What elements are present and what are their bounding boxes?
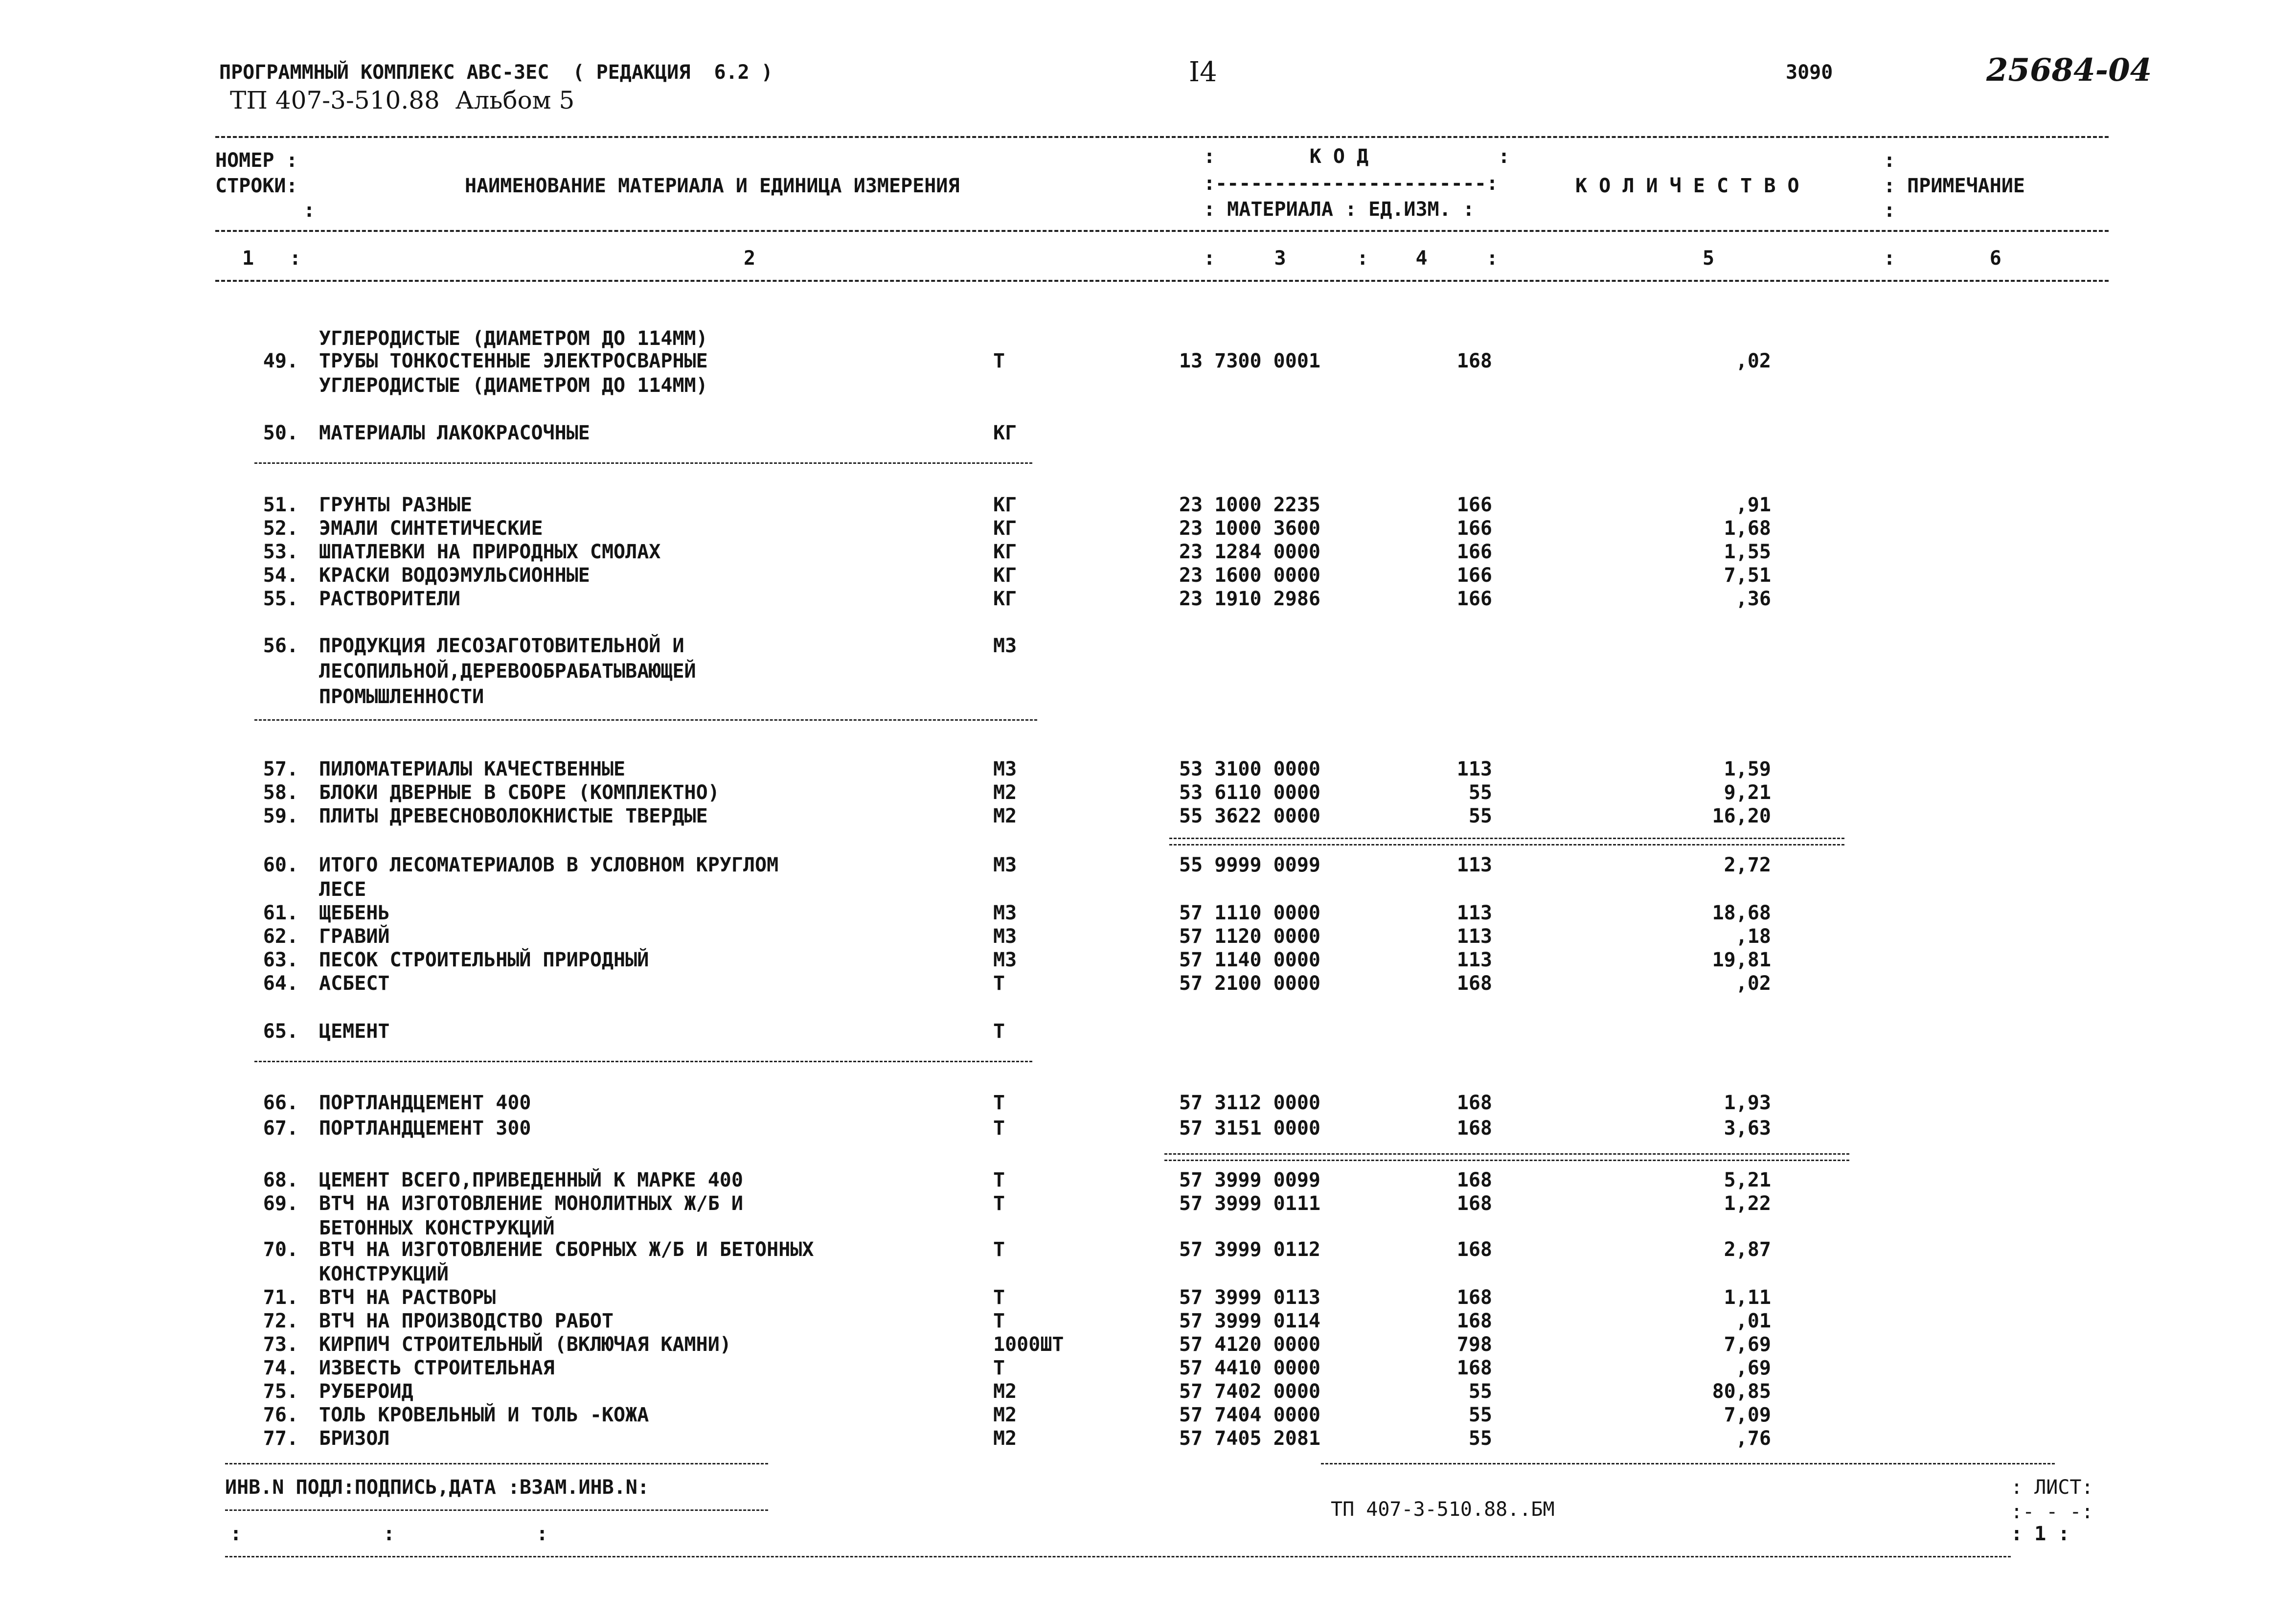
material-name: ПРОМЫШЛЕННОСТИ: [319, 685, 484, 708]
material-code: 57 3112 0000: [1179, 1092, 1320, 1114]
note-column-header: : ПРИМЕЧАНИЕ: [1884, 175, 2025, 197]
quantity-value: ,18: [1735, 925, 1771, 948]
row-number: 63.: [263, 949, 298, 971]
quantity-value: ,91: [1735, 494, 1771, 516]
stamp-middle-rule: [225, 1509, 768, 1511]
material-name: ЦЕМЕНТ ВСЕГО,ПРИВЕДЕННЫЙ К МАРКЕ 400: [319, 1169, 743, 1191]
unit-code: 55: [1468, 805, 1492, 827]
total-separator-cement: [1164, 1153, 1849, 1161]
unit-code: 168: [1456, 1357, 1492, 1379]
material-code: 23 1600 0000: [1179, 564, 1320, 587]
unit-of-measure: Т: [993, 1286, 1005, 1309]
unit-of-measure: Т: [993, 1238, 1005, 1261]
unit-code: 168: [1456, 1192, 1492, 1215]
row-number: 56.: [263, 635, 298, 657]
row-number: 65.: [263, 1020, 298, 1043]
quantity-value: 1,68: [1724, 517, 1771, 540]
stamp-values: : : :: [230, 1523, 548, 1545]
unit-of-measure: М2: [993, 805, 1017, 827]
material-code: 57 4410 0000: [1179, 1357, 1320, 1379]
column-number-3-4: : 3 : 4 :: [1204, 247, 1499, 270]
material-name: УГЛЕРОДИСТЫЕ (ДИАМЕТРОМ ДО 114ММ): [319, 374, 708, 397]
row-number: 49.: [263, 350, 298, 372]
material-name: ПРОДУКЦИЯ ЛЕСОЗАГОТОВИТЕЛЬНОЙ И: [319, 635, 684, 657]
unit-code: 166: [1456, 564, 1492, 587]
quantity-value: 1,59: [1724, 758, 1771, 780]
sheet-label: : ЛИСТ:: [2011, 1476, 2093, 1499]
unit-of-measure: КГ: [993, 517, 1017, 540]
section-underline-cement: [254, 1061, 1032, 1062]
row-number: 69.: [263, 1192, 298, 1215]
material-name: КРАСКИ ВОДОЭМУЛЬСИОННЫЕ: [319, 564, 590, 587]
material-code: 23 1000 2235: [1179, 494, 1320, 516]
unit-of-measure: Т: [993, 1310, 1005, 1332]
row-number: 70.: [263, 1238, 298, 1261]
unit-of-measure: КГ: [993, 564, 1017, 587]
unit-of-measure: КГ: [993, 541, 1017, 563]
sheet-number: : 1 :: [2011, 1523, 2070, 1545]
row-number: 54.: [263, 564, 298, 587]
total-separator-timber: [1169, 838, 1844, 845]
material-name: ЛЕСЕ: [319, 878, 366, 901]
material-name: ТРУБЫ ТОНКОСТЕННЫЕ ЭЛЕКТРОСВАРНЫЕ: [319, 350, 708, 372]
material-code: 57 7404 0000: [1179, 1404, 1320, 1426]
material-name: ВТЧ НА РАСТВОРЫ: [319, 1286, 496, 1309]
material-name: РАСТВОРИТЕЛИ: [319, 588, 460, 610]
unit-of-measure: М2: [993, 781, 1017, 804]
material-code: 13 7300 0001: [1179, 350, 1320, 372]
material-name: ВТЧ НА ИЗГОТОВЛЕНИЕ МОНОЛИТНЫХ Ж/Б И: [319, 1192, 743, 1215]
material-name: ВТЧ НА ПРОИЗВОДСТВО РАБОТ: [319, 1310, 614, 1332]
material-name: КОНСТРУКЦИЙ: [319, 1263, 449, 1285]
quantity-value: 7,51: [1724, 564, 1771, 587]
material-code: 57 7405 2081: [1179, 1427, 1320, 1450]
material-name: ВТЧ НА ИЗГОТОВЛЕНИЕ СБОРНЫХ Ж/Б И БЕТОННЫХ: [319, 1238, 814, 1261]
unit-code: 55: [1468, 1404, 1492, 1426]
code-header-top: : К О Д :: [1204, 145, 1510, 168]
unit-of-measure: Т: [993, 1117, 1005, 1140]
material-code: 55 3622 0000: [1179, 805, 1320, 827]
unit-code: 798: [1456, 1333, 1492, 1356]
row-number: 60.: [263, 854, 298, 876]
material-code: 57 2100 0000: [1179, 972, 1320, 995]
unit-of-measure: Т: [993, 1357, 1005, 1379]
material-code: 57 1120 0000: [1179, 925, 1320, 948]
unit-of-measure: Т: [993, 1092, 1005, 1114]
column-number-6: : 6: [1884, 247, 2001, 270]
material-code: 57 3151 0000: [1179, 1117, 1320, 1140]
unit-of-measure: КГ: [993, 494, 1017, 516]
quantity-value: 7,09: [1724, 1404, 1771, 1426]
unit-of-measure: М3: [993, 635, 1017, 657]
code-number: 3090: [1786, 61, 1833, 84]
material-name: ШПАТЛЕВКИ НА ПРИРОДНЫХ СМОЛАХ: [319, 541, 661, 563]
page-number: I4: [1189, 56, 1217, 88]
unit-code: 55: [1468, 1427, 1492, 1450]
note-header-3: :: [1884, 199, 1896, 222]
section-underline-timber: [254, 719, 1037, 721]
material-name: ГРАВИЙ: [319, 925, 390, 948]
program-title: ПРОГРАММНЫЙ КОМПЛЕКС АВС-ЗЕС ( РЕДАКЦИЯ 6.2 ): [219, 61, 773, 84]
unit-of-measure: Т: [993, 350, 1005, 372]
quantity-value: 1,22: [1724, 1192, 1771, 1215]
code-header-bottom: : МАТЕРИАЛА : ЕД.ИЗМ. :: [1204, 198, 1475, 221]
unit-of-measure: 1000ШТ: [993, 1333, 1064, 1356]
quantity-value: 19,81: [1712, 949, 1771, 971]
unit-code: 55: [1468, 1380, 1492, 1403]
material-code: 23 1910 2986: [1179, 588, 1320, 610]
column-number-2: 2: [744, 247, 756, 270]
material-name: ЛЕСОПИЛЬНОЙ,ДЕРЕВООБРАБАТЫВАЮЩЕЙ: [319, 660, 696, 683]
material-name: ИТОГО ЛЕСОМАТЕРИАЛОВ В УСЛОВНОМ КРУГЛОМ: [319, 854, 779, 876]
quantity-value: 5,21: [1724, 1169, 1771, 1191]
quantity-value: ,02: [1735, 972, 1771, 995]
unit-of-measure: М2: [993, 1380, 1017, 1403]
row-number: 50.: [263, 422, 298, 444]
row-number: 76.: [263, 1404, 298, 1426]
unit-of-measure: М3: [993, 925, 1017, 948]
title-block-document-code: ТП 407-3-510.88..БМ: [1331, 1498, 1555, 1521]
material-code: 57 4120 0000: [1179, 1333, 1320, 1356]
row-number: 62.: [263, 925, 298, 948]
quantity-value: 1,55: [1724, 541, 1771, 563]
header-top-rule: [215, 136, 2109, 138]
material-code: 57 1140 0000: [1179, 949, 1320, 971]
material-code: 57 1110 0000: [1179, 902, 1320, 924]
row-number: 77.: [263, 1427, 298, 1450]
material-code: 57 7402 0000: [1179, 1380, 1320, 1403]
code-header-divider: :-----------------------:: [1204, 172, 1499, 195]
unit-code: 166: [1456, 588, 1492, 610]
material-name: БРИЗОЛ: [319, 1427, 390, 1450]
unit-of-measure: М3: [993, 949, 1017, 971]
material-name: ИЗВЕСТЬ СТРОИТЕЛЬНАЯ: [319, 1357, 555, 1379]
material-code: 53 6110 0000: [1179, 781, 1320, 804]
quantity-value: ,76: [1735, 1427, 1771, 1450]
note-header-1: :: [1884, 149, 1896, 172]
quantity-value: ,69: [1735, 1357, 1771, 1379]
row-number: 58.: [263, 781, 298, 804]
unit-code: 166: [1456, 517, 1492, 540]
unit-code: 168: [1456, 1286, 1492, 1309]
quantity-value: ,36: [1735, 588, 1771, 610]
quantity-value: 2,72: [1724, 854, 1771, 876]
material-name: МАТЕРИАЛЫ ЛАКОКРАСОЧНЫЕ: [319, 422, 590, 444]
material-name: ПИЛОМАТЕРИАЛЫ КАЧЕСТВЕННЫЕ: [319, 758, 626, 780]
stamp-bottom-rule: [225, 1556, 2011, 1557]
column-number-5: 5: [1703, 247, 1715, 270]
material-code: 55 9999 0099: [1179, 854, 1320, 876]
material-name: РУБЕРОИД: [319, 1380, 413, 1403]
unit-of-measure: М3: [993, 902, 1017, 924]
quantity-value: ,01: [1735, 1310, 1771, 1332]
material-code: 23 1000 3600: [1179, 517, 1320, 540]
material-name: ПЕСОК СТРОИТЕЛЬНЫЙ ПРИРОДНЫЙ: [319, 949, 649, 971]
material-code: 57 3999 0111: [1179, 1192, 1320, 1215]
sheet-separator: :- - -:: [2011, 1501, 2093, 1523]
unit-code: 168: [1456, 1169, 1492, 1191]
unit-of-measure: КГ: [993, 588, 1017, 610]
unit-code: 113: [1456, 925, 1492, 948]
row-number: 61.: [263, 902, 298, 924]
row-number: 67.: [263, 1117, 298, 1140]
unit-of-measure: Т: [993, 1020, 1005, 1043]
quantity-column-header: К О Л И Ч Е С Т В О: [1575, 175, 1799, 197]
row-number-header-1: НОМЕР :: [215, 149, 298, 172]
row-number-header-2: СТРОКИ:: [215, 175, 298, 197]
unit-code: 168: [1456, 1310, 1492, 1332]
material-code: 23 1284 0000: [1179, 541, 1320, 563]
row-number: 52.: [263, 517, 298, 540]
header-middle-rule: [215, 230, 2109, 232]
quantity-value: 80,85: [1712, 1380, 1771, 1403]
project-title: ТП 407-3-510.88 Альбом 5: [230, 86, 575, 114]
row-number: 55.: [263, 588, 298, 610]
quantity-value: 1,93: [1724, 1092, 1771, 1114]
material-name: КИРПИЧ СТРОИТЕЛЬНЫЙ (ВКЛЮЧАЯ КАМНИ): [319, 1333, 731, 1356]
quantity-value: 1,11: [1724, 1286, 1771, 1309]
unit-code: 113: [1456, 758, 1492, 780]
row-number-header-3: :: [303, 199, 316, 222]
unit-of-measure: Т: [993, 1169, 1005, 1191]
unit-code: 113: [1456, 902, 1492, 924]
unit-code: 168: [1456, 1238, 1492, 1261]
header-bottom-rule: [215, 280, 2109, 282]
row-number: 53.: [263, 541, 298, 563]
unit-of-measure: КГ: [993, 422, 1017, 444]
unit-of-measure: М2: [993, 1404, 1017, 1426]
material-name: ГРУНТЫ РАЗНЫЕ: [319, 494, 473, 516]
row-number: 71.: [263, 1286, 298, 1309]
unit-code: 168: [1456, 350, 1492, 372]
material-code: 57 3999 0114: [1179, 1310, 1320, 1332]
quantity-value: 7,69: [1724, 1333, 1771, 1356]
row-number: 73.: [263, 1333, 298, 1356]
stamp-top-rule: [225, 1463, 768, 1464]
unit-code: 166: [1456, 541, 1492, 563]
material-name: ЦЕМЕНТ: [319, 1020, 390, 1043]
row-number: 72.: [263, 1310, 298, 1332]
title-block-top-rule: [1321, 1463, 2055, 1464]
document-number: 25684-04: [1986, 52, 2152, 89]
unit-of-measure: М3: [993, 854, 1017, 876]
unit-code: 166: [1456, 494, 1492, 516]
unit-of-measure: Т: [993, 1192, 1005, 1215]
material-name: ТОЛЬ КРОВЕЛЬНЫЙ И ТОЛЬ -КОЖА: [319, 1404, 649, 1426]
unit-of-measure: М2: [993, 1427, 1017, 1450]
quantity-value: 9,21: [1724, 781, 1771, 804]
material-name: БЕТОННЫХ КОНСТРУКЦИЙ: [319, 1217, 555, 1239]
material-code: 57 3999 0099: [1179, 1169, 1320, 1191]
material-name: ЭМАЛИ СИНТЕТИЧЕСКИЕ: [319, 517, 543, 540]
row-number: 64.: [263, 972, 298, 995]
section-underline-paints: [254, 462, 1032, 464]
unit-code: 168: [1456, 1117, 1492, 1140]
row-number: 59.: [263, 805, 298, 827]
unit-of-measure: М3: [993, 758, 1017, 780]
quantity-value: 16,20: [1712, 805, 1771, 827]
row-number: 66.: [263, 1092, 298, 1114]
material-name: ПОРТЛАНДЦЕМЕНТ 300: [319, 1117, 531, 1140]
unit-code: 113: [1456, 949, 1492, 971]
row-number: 75.: [263, 1380, 298, 1403]
stamp-labels: ИНВ.N ПОДЛ:ПОДПИСЬ,ДАТА :ВЗАМ.ИНВ.N:: [225, 1476, 649, 1499]
quantity-value: 3,63: [1724, 1117, 1771, 1140]
material-name: АСБЕСТ: [319, 972, 390, 995]
unit-of-measure: Т: [993, 972, 1005, 995]
quantity-value: 18,68: [1712, 902, 1771, 924]
material-code: 57 3999 0113: [1179, 1286, 1320, 1309]
row-number: 51.: [263, 494, 298, 516]
material-code: 57 3999 0112: [1179, 1238, 1320, 1261]
row-number: 74.: [263, 1357, 298, 1379]
unit-code: 168: [1456, 1092, 1492, 1114]
unit-code: 168: [1456, 972, 1492, 995]
row-number: 57.: [263, 758, 298, 780]
material-name: БЛОКИ ДВЕРНЫЕ В СБОРЕ (КОМПЛЕКТНО): [319, 781, 720, 804]
unit-code: 113: [1456, 854, 1492, 876]
unit-code: 55: [1468, 781, 1492, 804]
quantity-value: 2,87: [1724, 1238, 1771, 1261]
name-column-header: НАИМЕНОВАНИЕ МАТЕРИАЛА И ЕДИНИЦА ИЗМЕРЕНИЯ: [465, 175, 960, 197]
material-name: ПЛИТЫ ДРЕВЕСНОВОЛОКНИСТЫЕ ТВЕРДЫЕ: [319, 805, 708, 827]
column-number-1: 1 :: [242, 247, 301, 270]
row-number: 68.: [263, 1169, 298, 1191]
material-name: ПОРТЛАНДЦЕМЕНТ 400: [319, 1092, 531, 1114]
material-name: ЩЕБЕНЬ: [319, 902, 390, 924]
material-name: УГЛЕРОДИСТЫЕ (ДИАМЕТРОМ ДО 114ММ): [319, 327, 708, 350]
quantity-value: ,02: [1735, 350, 1771, 372]
material-code: 53 3100 0000: [1179, 758, 1320, 780]
